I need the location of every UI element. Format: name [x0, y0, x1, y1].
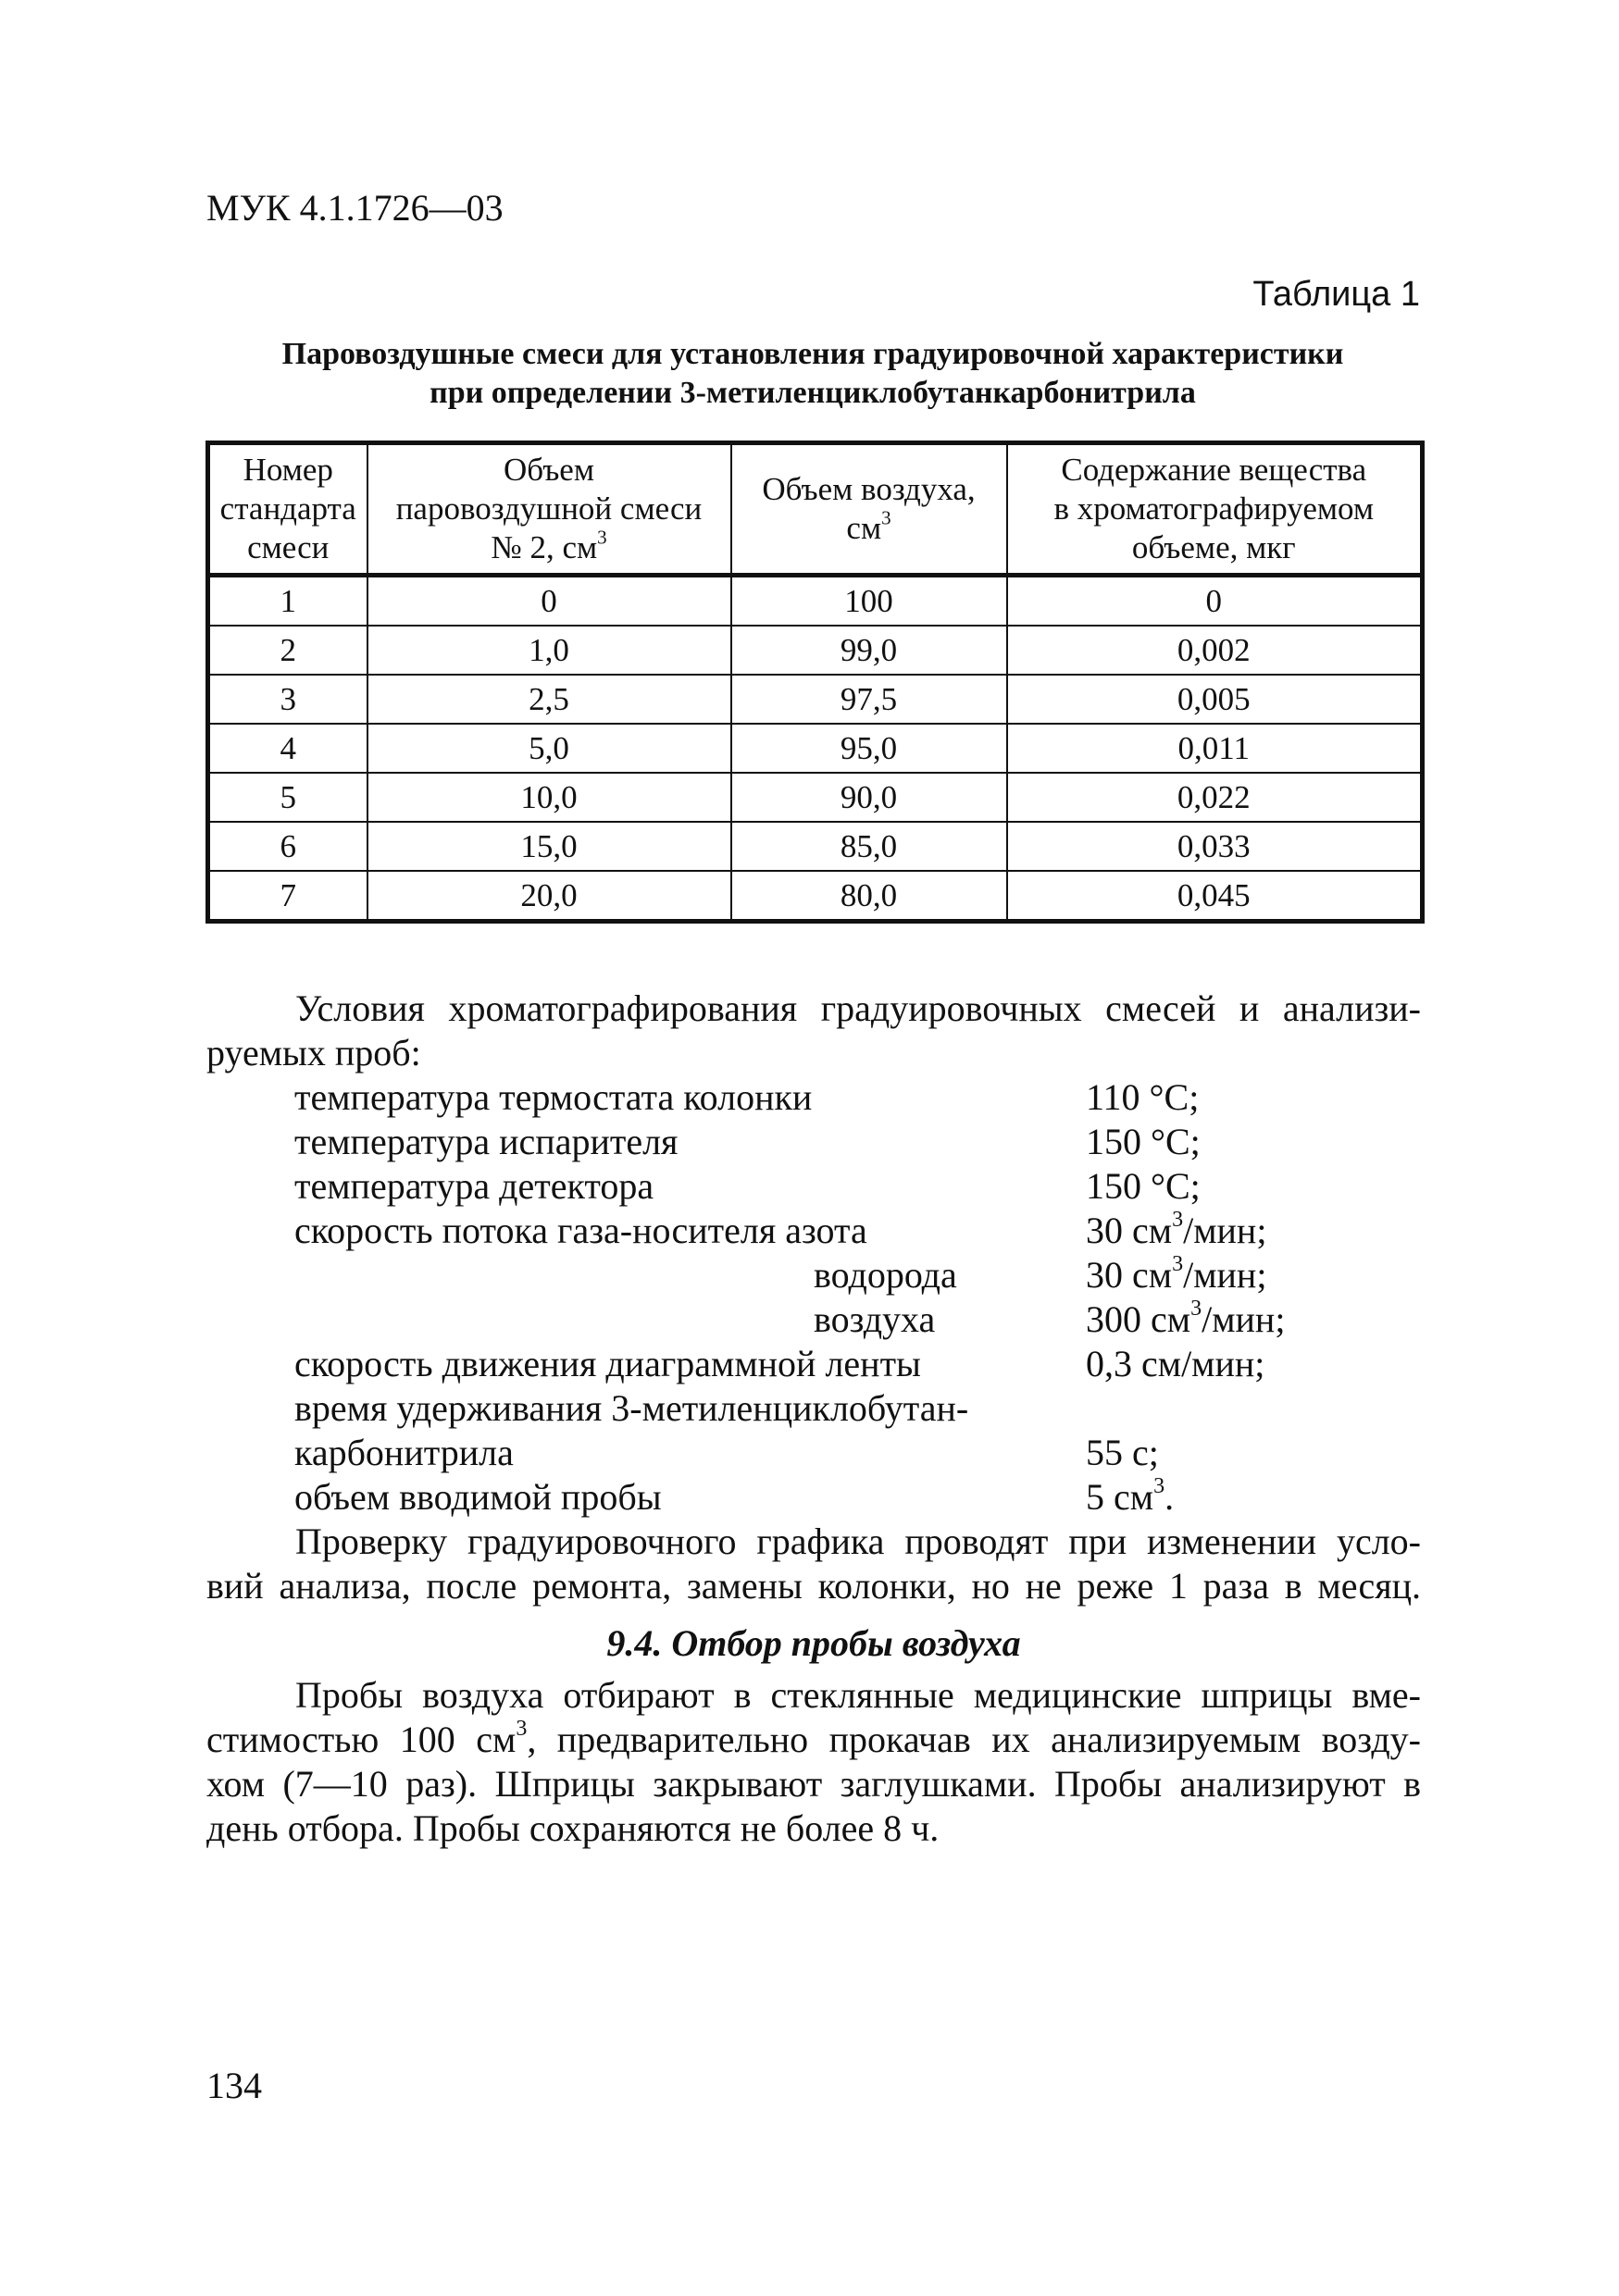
cell-mixture-volume: 1,0: [367, 626, 731, 675]
cell-air-volume: 95,0: [731, 724, 1007, 773]
condition-hydrogen-flow: водорода 30 $см^3$/мин;: [814, 1252, 1267, 1296]
cell-number: 3: [208, 675, 367, 724]
header-vapor-air-volume: Объем паровоздушной смеси № 2, $см^3$: [367, 443, 731, 576]
cell-mixture-volume: 0: [367, 576, 731, 627]
table-title-line-2: при определении 3-метиленциклобутанкарбонитрила: [430, 376, 1196, 410]
cell-mixture-volume: 2,5: [367, 675, 731, 724]
table-row: [208, 724, 1423, 773]
condition-air-flow: воздуха 300 $см^3$/мин;: [814, 1297, 1286, 1340]
header-substance-content: Содержание вещества в хроматографируемом объеме, мкг: [1007, 443, 1423, 576]
table-row: [208, 675, 1423, 724]
air-sampling-paragraph: Пробы воздуха отбирают в стеклянные медицинские шприцы вме- стимостью 100 $см^3$, предварительно прокачав их анализируемым возду- хом (7—10 раз). Шприцы закрывают заглушками. Пробы анализируют в день отбора. Пробы сохраняются не более 8 ч.: [206, 1674, 1421, 1849]
cell-content: 0,011: [1007, 724, 1423, 773]
calibration-check-paragraph: Проверку градуировочного графика проводят при изменении усло- вий анализа, после ремонта, замены колонки, но не реже 1 раза в месяц.: [206, 1520, 1421, 1607]
header-mixture-number: Номер стандарта смеси: [208, 443, 367, 576]
condition-retention-time-line-1: время удерживания 3-метиленциклобутан-: [294, 1387, 969, 1429]
calibration-mixtures-table: [205, 441, 1425, 924]
table-row: [208, 822, 1423, 871]
conditions-intro: Условия хроматографирования градуировочных смесей и анализи- руемых проб:: [206, 987, 1421, 1074]
cell-mixture-volume: 20,0: [367, 871, 731, 922]
cell-content: 0,022: [1007, 773, 1423, 822]
cell-content: 0,033: [1007, 822, 1423, 871]
condition-nitrogen-flow: скорость потока газа-носителя азота 30 $см^3$/мин;: [294, 1208, 1267, 1251]
header-air-volume: Объем воздуха, $см^3$: [731, 443, 1007, 576]
cell-content: 0,045: [1007, 871, 1423, 922]
cell-air-volume: 90,0: [731, 773, 1007, 822]
table-row: [208, 773, 1423, 822]
cell-air-volume: 85,0: [731, 822, 1007, 871]
table-row: [208, 576, 1423, 627]
cell-content: 0,002: [1007, 626, 1423, 675]
condition-detector-temperature: температура детектора 150 °С;: [294, 1165, 1201, 1207]
cell-number: 4: [208, 724, 367, 773]
cell-content: 0,005: [1007, 675, 1423, 724]
cell-air-volume: 97,5: [731, 675, 1007, 724]
cell-number: 7: [208, 871, 367, 922]
page-number: 134: [206, 2065, 262, 2106]
cell-mixture-volume: 15,0: [367, 822, 731, 871]
condition-column-temperature: температура термостата колонки 110 °С;: [294, 1076, 1200, 1118]
cell-number: 1: [208, 576, 367, 627]
table-row: [208, 871, 1423, 922]
table-title: [206, 335, 1419, 413]
cell-air-volume: 100: [731, 576, 1007, 627]
table-title-line-1: Паровоздушные смеси для установления градуировочной характеристики: [281, 337, 1344, 371]
condition-retention-time: карбонитрила 55 с;: [294, 1432, 1159, 1473]
cell-mixture-volume: 10,0: [367, 773, 731, 822]
condition-evaporator-temperature: температура испарителя 150 °С;: [294, 1121, 1201, 1162]
cell-number: 6: [208, 822, 367, 871]
table-label: Таблица 1: [1252, 275, 1420, 314]
table-row: [208, 626, 1423, 675]
cell-mixture-volume: 5,0: [367, 724, 731, 773]
section-title: 9.4. Отбор пробы воздуха: [606, 1622, 1021, 1664]
cell-air-volume: 99,0: [731, 626, 1007, 675]
table-header-row: [208, 443, 1423, 576]
condition-sample-volume: объем вводимой пробы 5 $см^3$.: [294, 1474, 1175, 1518]
cell-number: 5: [208, 773, 367, 822]
cell-content: 0: [1007, 576, 1423, 627]
condition-chart-tape-speed: скорость движения диаграммной ленты 0,3 см/мин;: [294, 1343, 1265, 1384]
cell-air-volume: 80,0: [731, 871, 1007, 922]
document-code: МУК 4.1.1726—03: [206, 187, 504, 229]
chromatography-conditions: [206, 987, 1421, 1851]
cell-number: 2: [208, 626, 367, 675]
